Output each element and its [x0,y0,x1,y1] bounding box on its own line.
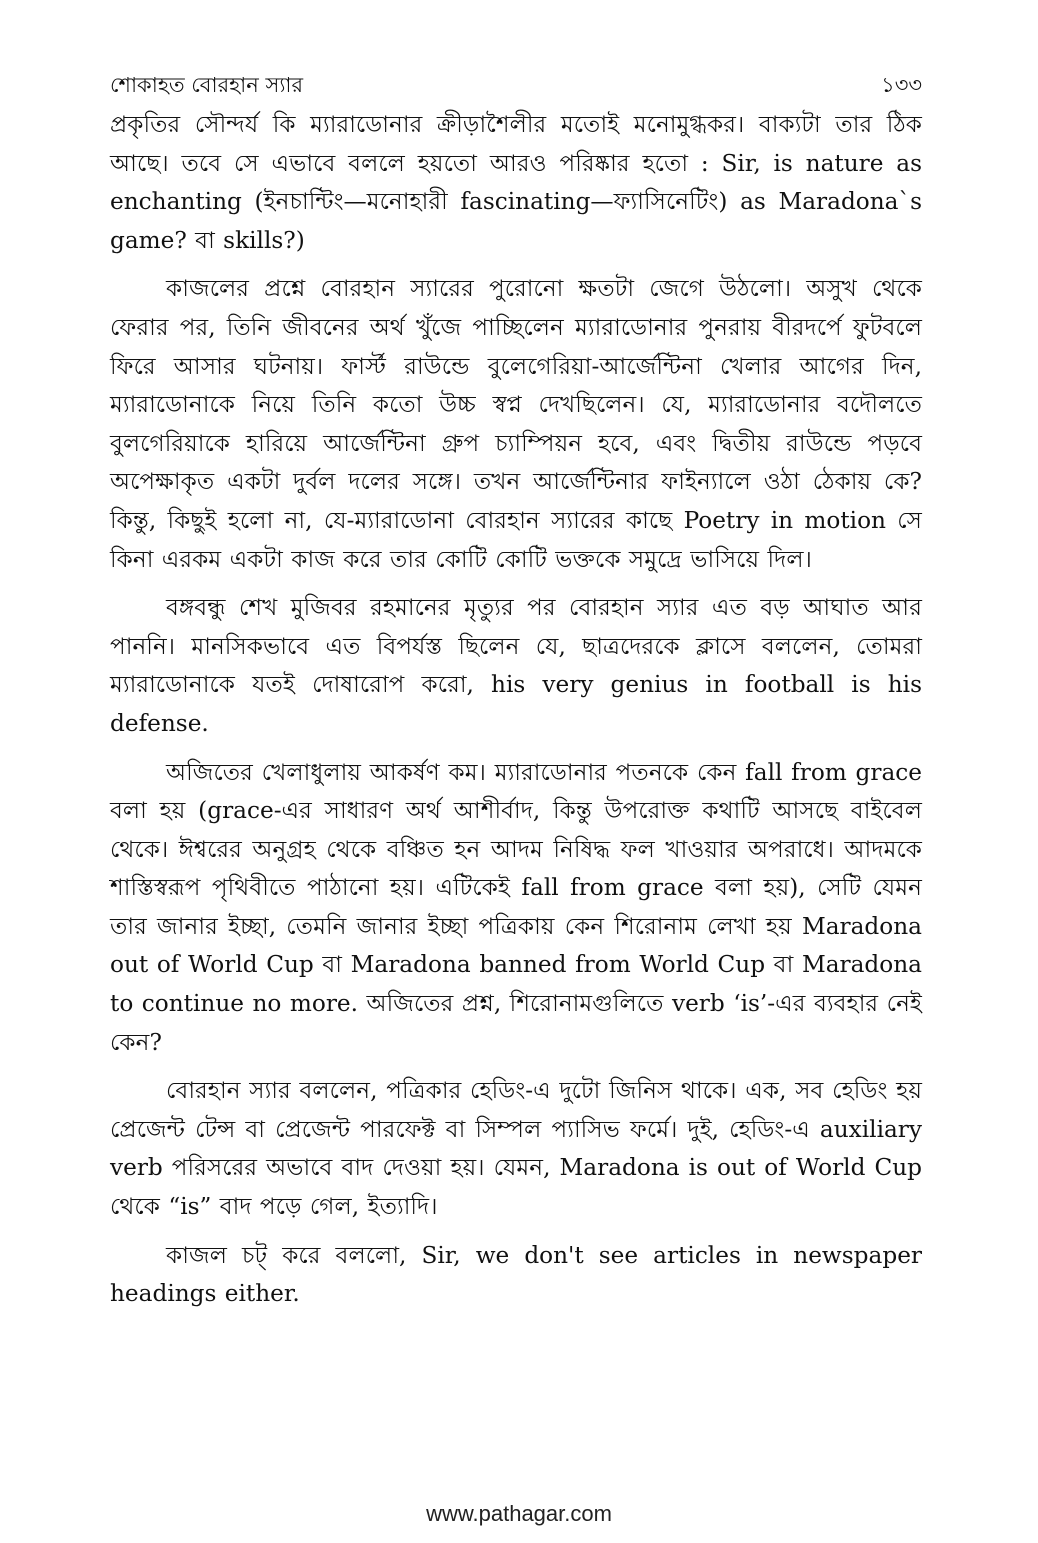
book-page [110,70,922,1324]
paragraph-3: বঙ্গবন্ধু শেখ মুজিবর রহমানের মৃত্যুর পর বোরহান স্যার এত বড় আঘাত আর পাননি। মানসিকভাবে এত বিপর্যস্ত ছিলেন যে, ছাত্রদেরকে ক্লাসে বললেন, তোমরা ম্যারাডোনাকে যতই দোষারোপ করো, his very genius in football is his defense. [110,594,922,737]
website-footer: www.pathagar.com [426,1501,612,1526]
paragraph-1: প্রকৃতির সৌন্দর্য কি ম্যারাডোনার ক্রীড়াশৈলীর মতোই মনোমুগ্ধকর। বাক্যটা তার ঠিক আছে। তবে সে এভাবে বললে হয়তো আরও পরিষ্কার হতো : Sir, is nature as enchanting (ইনচান্টিং—মনোহারী fascinating—ফ্যাসিনেটিং) as Maradona`s game? বা skills?) [110,111,922,254]
paragraph-4: অজিতের খেলাধুলায় আকর্ষণ কম। ম্যারাডোনার পতনকে কেন fall from grace বলা হয় (grace-এর সাধারণ অর্থ আশীর্বাদ, কিন্তু উপরোক্ত কথাটি আসছে বাইবেল থেকে। ঈশ্বরের অনুগ্রহ থেকে বঞ্চিত হন আদম নিষিদ্ধ ফল খাওয়ার অপরাধে। আদমকে শাস্তিস্বরূপ পৃথিবীতে পাঠানো হয়। এটিকেই fall from grace বলা হয়), সেটি যেমন তার জানার ইচ্ছা, তেমনি জানার ইচ্ছা পত্রিকায় কেন শিরোনাম লেখা হয় Maradona out of World Cup বা Maradona banned from World Cup বা Maradona to continue no more. অজিতের প্রশ্ন, শিরোনামগুলিতে verb ‘is’-এর ব্যবহার নেই কেন? [110,758,922,1056]
body-text [110,106,922,1314]
chapter-title: শোকাহত বোরহান স্যার [110,73,304,97]
paragraph-5: বোরহান স্যার বললেন, পত্রিকার হেডিং-এ দুটো জিনিস থাকে। এক, সব হেডিং হয় প্রেজেন্ট টেন্স বা প্রেজেন্ট পারফেক্ট বা সিম্পল প্যাসিভ ফর্মে। দুই, হেডিং-এ auxiliary verb পরিসরের অভাবে বাদ দেওয়া হয়। যেমন, Maradona is out of World Cup থেকে “is” বাদ পড়ে গেল, ইত্যাদি। [110,1077,922,1221]
page-number: ১৩৩ [881,73,922,97]
running-header [110,70,922,100]
paragraph-2: কাজলের প্রশ্নে বোরহান স্যারের পুরোনো ক্ষতটা জেগে উঠলো। অসুখ থেকে ফেরার পর, তিনি জীবনের অর্থ খুঁজে পাচ্ছিলেন ম্যারাডোনার পুনরায় বীরদর্পে ফুটবলে ফিরে আসার ঘটনায়। ফার্স্ট রাউন্ডে বুলেগেরিয়া-আর্জেন্টিনা খেলার আগের দিন, ম্যারাডোনাকে নিয়ে তিনি কতো উচ্চ স্বপ্ন দেখছিলেন। যে, ম্যারাডোনার বদৌলতে বুলগেরিয়াকে হারিয়ে আর্জেন্টিনা গ্রুপ চ্যাম্পিয়ন হবে, এবং দ্বিতীয় রাউন্ডে পড়বে অপেক্ষাকৃত একটা দুর্বল দলের সঙ্গে। তখন আর্জেন্টিনার ফাইন্যালে ওঠা ঠেকায় কে? কিন্তু, কিছুই হলো না, যে-ম্যারাডোনা বোরহান স্যারের কাছে Poetry in motion সে কিনা এরকম একটা কাজ করে তার কোটি কোটি ভক্তকে সমুদ্রে ভাসিয়ে দিল। [110,275,922,573]
paragraph-6: কাজল চট্ করে বললো, Sir, we don't see articles in newspaper headings either. [110,1241,922,1308]
